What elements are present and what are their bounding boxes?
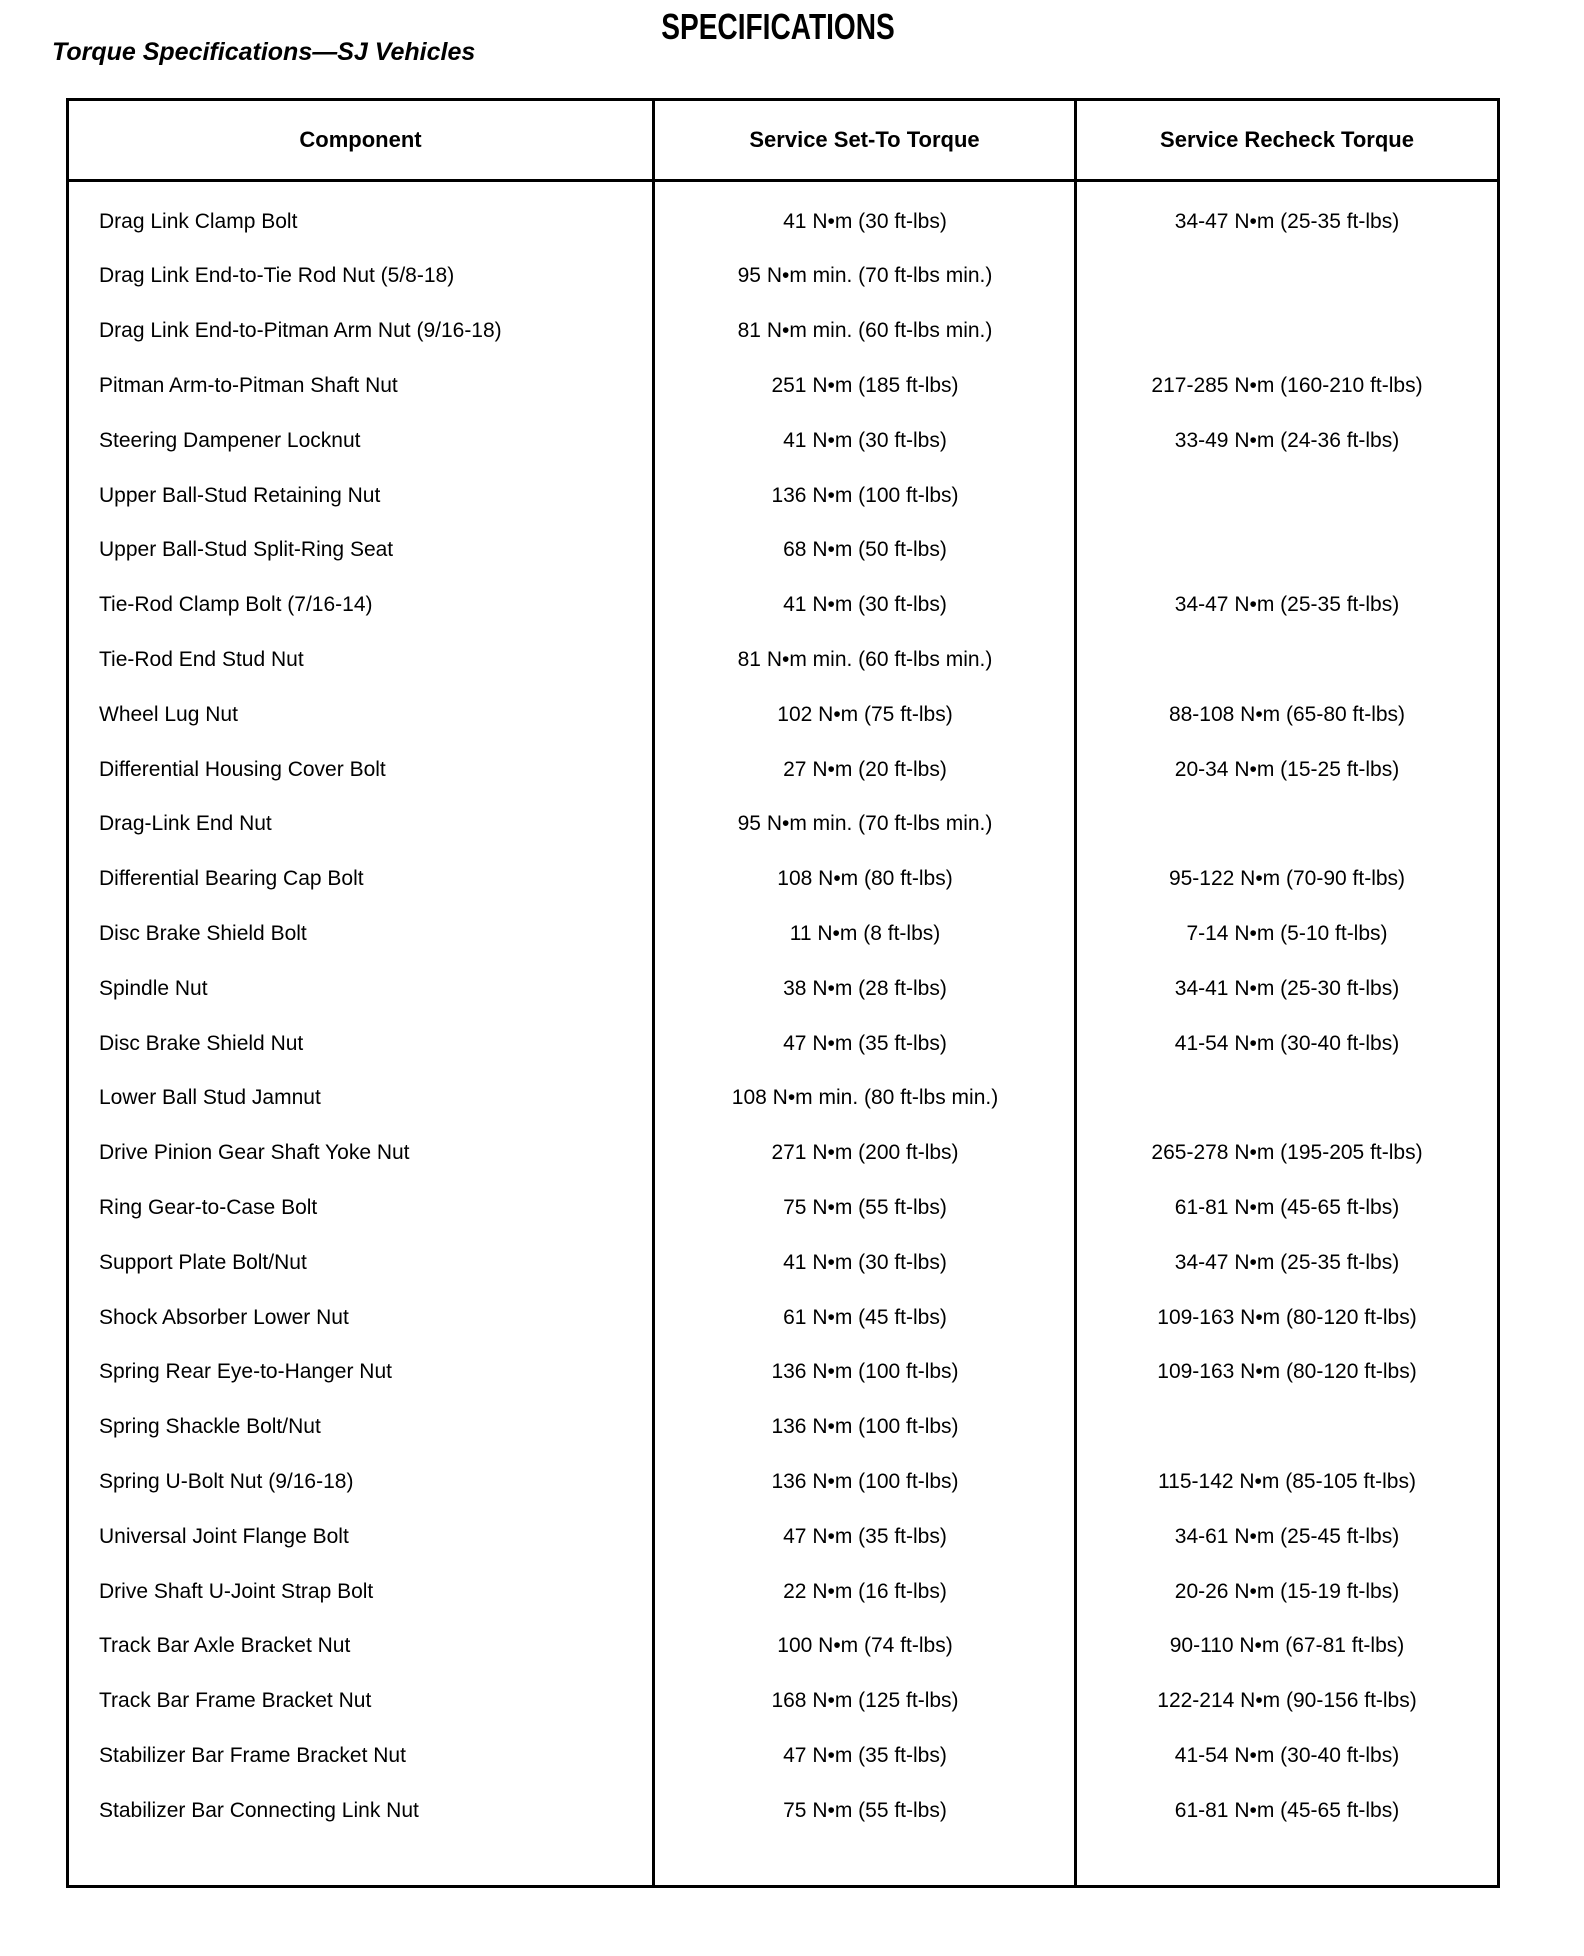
recheck-torque-cell: [1077, 632, 1497, 687]
set-to-torque-cell: 95 N•m min. (70 ft-lbs min.): [737, 264, 993, 288]
set-to-torque-cell: 251 N•m (185 ft-lbs): [771, 373, 959, 397]
recheck-torque-cell: 90-110 N•m (67-81 ft-lbs): [1169, 1634, 1405, 1658]
component-cell: Drag Link End-to-Pitman Arm Nut (9/16-18): [99, 319, 502, 343]
recheck-torque-cell: [1077, 1400, 1497, 1455]
set-to-torque-cell: 108 N•m (80 ft-lbs): [777, 867, 953, 891]
set-to-torque-cell: 75 N•m (55 ft-lbs): [783, 1195, 947, 1219]
recheck-torque-cell: 34-47 N•m (25-35 ft-lbs): [1174, 1250, 1400, 1274]
table-row: [69, 304, 1497, 359]
component-cell: Upper Ball-Stud Split-Ring Seat: [99, 538, 394, 562]
recheck-torque-cell: 109-163 N•m (80-120 ft-lbs): [1157, 1305, 1417, 1329]
set-to-torque-cell: 136 N•m (100 ft-lbs): [771, 483, 959, 507]
recheck-torque-cell: 61-81 N•m (45-65 ft-lbs): [1174, 1195, 1400, 1219]
recheck-torque-cell: 34-61 N•m (25-45 ft-lbs): [1174, 1524, 1400, 1548]
set-to-torque-cell: 136 N•m (100 ft-lbs): [771, 1469, 959, 1493]
component-cell: Ring Gear-to-Case Bolt: [99, 1195, 318, 1219]
recheck-torque-cell: 88-108 N•m (65-80 ft-lbs): [1168, 702, 1406, 726]
set-to-torque-cell: 47 N•m (35 ft-lbs): [783, 1031, 947, 1055]
set-to-torque-cell: 22 N•m (16 ft-lbs): [783, 1579, 947, 1603]
table-row: [69, 358, 1497, 413]
table-row: [69, 1400, 1497, 1455]
component-cell: Drag-Link End Nut: [99, 812, 272, 836]
set-to-torque-cell: 271 N•m (200 ft-lbs): [771, 1141, 959, 1165]
table-row: [69, 1454, 1497, 1509]
component-cell: Tie-Rod End Stud Nut: [99, 647, 304, 671]
set-to-torque-cell: 41 N•m (30 ft-lbs): [783, 428, 947, 452]
table-row: [69, 1016, 1497, 1071]
component-cell: Drag Link End-to-Tie Rod Nut (5/8-18): [99, 264, 455, 288]
set-to-torque-cell: 95 N•m min. (70 ft-lbs min.): [737, 812, 993, 836]
set-to-torque-cell: 61 N•m (45 ft-lbs): [783, 1305, 947, 1329]
table-row: [69, 961, 1497, 1016]
component-cell: Spring Shackle Bolt/Nut: [99, 1415, 321, 1439]
recheck-torque-cell: 20-34 N•m (15-25 ft-lbs): [1174, 757, 1400, 781]
set-to-torque-cell: 100 N•m (74 ft-lbs): [777, 1634, 953, 1658]
set-to-torque-cell: 108 N•m min. (80 ft-lbs min.): [731, 1086, 999, 1110]
recheck-torque-cell: 33-49 N•m (24-36 ft-lbs): [1174, 428, 1400, 452]
set-to-torque-cell: 168 N•m (125 ft-lbs): [771, 1689, 959, 1713]
header-divider: [69, 179, 1497, 182]
set-to-torque-cell: 41 N•m (30 ft-lbs): [783, 209, 947, 233]
recheck-torque-cell: 34-47 N•m (25-35 ft-lbs): [1174, 209, 1400, 233]
set-to-torque-cell: 68 N•m (50 ft-lbs): [783, 538, 947, 562]
recheck-torque-cell: [1077, 797, 1497, 852]
header-component: Component: [299, 127, 422, 152]
set-to-torque-cell: 136 N•m (100 ft-lbs): [771, 1360, 959, 1384]
component-cell: Spring U-Bolt Nut (9/16-18): [99, 1469, 354, 1493]
table-row: [69, 1564, 1497, 1619]
recheck-torque-cell: 61-81 N•m (45-65 ft-lbs): [1174, 1798, 1400, 1822]
table-row: [69, 687, 1497, 742]
set-to-torque-cell: 136 N•m (100 ft-lbs): [771, 1415, 959, 1439]
table-row: [69, 1290, 1497, 1345]
component-cell: Drag Link Clamp Bolt: [99, 209, 298, 233]
component-cell: Steering Dampener Locknut: [99, 428, 361, 452]
table-row: [69, 1728, 1497, 1783]
recheck-torque-cell: [1077, 523, 1497, 578]
component-cell: Upper Ball-Stud Retaining Nut: [99, 483, 381, 507]
recheck-torque-cell: 122-214 N•m (90-156 ft-lbs): [1157, 1689, 1417, 1713]
recheck-torque-cell: [1077, 1071, 1497, 1126]
header-set-to-torque: Service Set-To Torque: [749, 127, 980, 152]
component-cell: Lower Ball Stud Jamnut: [99, 1086, 321, 1110]
set-to-torque-cell: 27 N•m (20 ft-lbs): [783, 757, 947, 781]
table-row: [69, 1180, 1497, 1235]
table-row: [69, 468, 1497, 523]
recheck-torque-cell: [1077, 468, 1497, 523]
component-cell: Pitman Arm-to-Pitman Shaft Nut: [99, 373, 398, 397]
recheck-torque-cell: 95-122 N•m (70-90 ft-lbs): [1168, 867, 1406, 891]
component-cell: Shock Absorber Lower Nut: [99, 1305, 349, 1329]
recheck-torque-cell: 41-54 N•m (30-40 ft-lbs): [1174, 1743, 1400, 1767]
component-cell: Differential Housing Cover Bolt: [99, 757, 386, 781]
set-to-torque-cell: 41 N•m (30 ft-lbs): [783, 1250, 947, 1274]
component-cell: Spring Rear Eye-to-Hanger Nut: [99, 1360, 392, 1384]
recheck-torque-cell: 7-14 N•m (5-10 ft-lbs): [1186, 921, 1388, 945]
component-cell: Stabilizer Bar Frame Bracket Nut: [99, 1743, 406, 1767]
table-row: [69, 632, 1497, 687]
set-to-torque-cell: 75 N•m (55 ft-lbs): [783, 1798, 947, 1822]
set-to-torque-cell: 11 N•m (8 ft-lbs): [789, 921, 941, 945]
table-row: [69, 1674, 1497, 1729]
component-cell: Track Bar Frame Bracket Nut: [99, 1689, 372, 1713]
recheck-torque-cell: 109-163 N•m (80-120 ft-lbs): [1157, 1360, 1417, 1384]
recheck-torque-cell: [1077, 249, 1497, 304]
table-row: [69, 1235, 1497, 1290]
recheck-torque-cell: 115-142 N•m (85-105 ft-lbs): [1158, 1469, 1416, 1493]
recheck-torque-cell: [1077, 304, 1497, 359]
recheck-torque-cell: 20-26 N•m (15-19 ft-lbs): [1174, 1579, 1400, 1603]
table-row: [69, 852, 1497, 907]
page-title: SPECIFICATIONS: [661, 6, 895, 47]
recheck-torque-cell: 217-285 N•m (160-210 ft-lbs): [1151, 373, 1423, 397]
set-to-torque-cell: 81 N•m min. (60 ft-lbs min.): [737, 319, 993, 343]
table-row: [69, 1509, 1497, 1564]
set-to-torque-cell: 38 N•m (28 ft-lbs): [783, 976, 947, 1000]
recheck-torque-cell: 34-47 N•m (25-35 ft-lbs): [1174, 593, 1400, 617]
table-row: [69, 194, 1497, 249]
table-row: [69, 797, 1497, 852]
set-to-torque-cell: 47 N•m (35 ft-lbs): [783, 1524, 947, 1548]
set-to-torque-cell: 81 N•m min. (60 ft-lbs min.): [737, 647, 993, 671]
table-row: [69, 249, 1497, 304]
component-cell: Spindle Nut: [99, 976, 208, 1000]
set-to-torque-cell: 102 N•m (75 ft-lbs): [777, 702, 953, 726]
component-cell: Differential Bearing Cap Bolt: [99, 867, 364, 891]
table-row: [69, 1126, 1497, 1181]
set-to-torque-cell: 41 N•m (30 ft-lbs): [783, 593, 947, 617]
component-cell: Wheel Lug Nut: [99, 702, 238, 726]
table-row: [69, 523, 1497, 578]
table-title: Torque Specifications—SJ Vehicles: [52, 38, 476, 66]
component-cell: Disc Brake Shield Bolt: [99, 921, 307, 945]
component-cell: Stabilizer Bar Connecting Link Nut: [99, 1798, 419, 1822]
table-row: [69, 906, 1497, 961]
recheck-torque-cell: 41-54 N•m (30-40 ft-lbs): [1174, 1031, 1400, 1055]
component-cell: Support Plate Bolt/Nut: [99, 1250, 307, 1274]
table-row: [69, 413, 1497, 468]
table-row: [69, 1619, 1497, 1674]
table-row: [69, 578, 1497, 633]
torque-spec-table: [66, 98, 1500, 1888]
component-cell: Tie-Rod Clamp Bolt (7/16-14): [99, 593, 373, 617]
header-recheck-torque: Service Recheck Torque: [1160, 127, 1414, 152]
component-cell: Track Bar Axle Bracket Nut: [99, 1634, 351, 1658]
component-cell: Drive Pinion Gear Shaft Yoke Nut: [99, 1141, 410, 1165]
table-row: [69, 742, 1497, 797]
table-row: [69, 1783, 1497, 1838]
table-row: [69, 1345, 1497, 1400]
component-cell: Disc Brake Shield Nut: [99, 1031, 304, 1055]
component-cell: Universal Joint Flange Bolt: [99, 1524, 349, 1548]
recheck-torque-cell: 34-41 N•m (25-30 ft-lbs): [1174, 976, 1400, 1000]
recheck-torque-cell: 265-278 N•m (195-205 ft-lbs): [1151, 1141, 1423, 1165]
component-cell: Drive Shaft U-Joint Strap Bolt: [99, 1579, 374, 1603]
set-to-torque-cell: 47 N•m (35 ft-lbs): [783, 1743, 947, 1767]
table-row: [69, 1071, 1497, 1126]
